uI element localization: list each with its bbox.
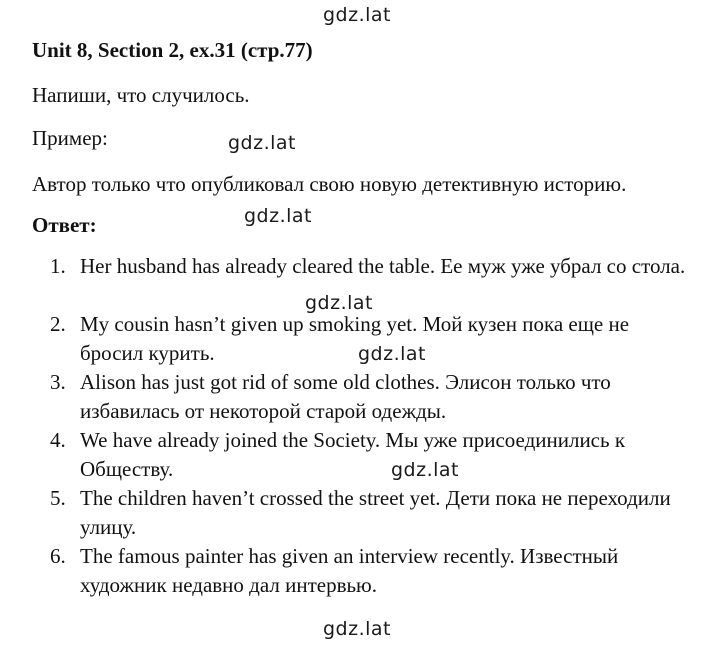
example-label: Пример: bbox=[32, 126, 108, 150]
answer-number: 3. bbox=[50, 370, 66, 394]
watermark: gdz.lat bbox=[305, 292, 374, 314]
answer-label: Ответ: bbox=[32, 213, 97, 237]
answer-text: Alison has just got rid of some old clothes. Элисон только что избавилась от некоторой старой одежды. bbox=[80, 370, 611, 423]
watermark: gdz.lat bbox=[358, 343, 427, 365]
answer-item bbox=[32, 484, 692, 542]
watermark: gdz.lat bbox=[323, 4, 392, 26]
answer-number: 4. bbox=[50, 428, 66, 452]
answer-text: My cousin hasn’t given up smoking yet. Мой кузен пока еще не бросил курить. bbox=[80, 312, 630, 365]
answer-text: The children haven’t crossed the street yet. Дети пока не переходили улицу. bbox=[80, 486, 671, 539]
answer-item bbox=[32, 368, 692, 426]
answer-number: 5. bbox=[50, 486, 66, 510]
exercise-title: Unit 8, Section 2, ex.31 (стр.77) bbox=[32, 38, 313, 62]
answer-number: 2. bbox=[50, 312, 66, 336]
answer-item bbox=[32, 426, 692, 484]
answer-text: Her husband has already cleared the table. Ее муж уже убрал со стола. bbox=[80, 254, 686, 278]
answer-number: 6. bbox=[50, 544, 66, 568]
answer-text: We have already joined the Society. Мы уже присоединились к Обществу. bbox=[80, 428, 626, 481]
task-text: Напиши, что случилось. bbox=[32, 83, 250, 107]
watermark: gdz.lat bbox=[244, 205, 313, 227]
watermark: gdz.lat bbox=[391, 459, 460, 481]
answer-text: The famous painter has given an interview recently. Известный художник недавно дал интервью. bbox=[80, 544, 619, 597]
watermark: gdz.lat bbox=[323, 618, 392, 640]
answer-number: 1. bbox=[50, 254, 66, 278]
example-text: Автор только что опубликовал свою новую детективную историю. bbox=[32, 172, 627, 196]
watermark: gdz.lat bbox=[228, 132, 297, 154]
answer-item bbox=[32, 542, 692, 600]
